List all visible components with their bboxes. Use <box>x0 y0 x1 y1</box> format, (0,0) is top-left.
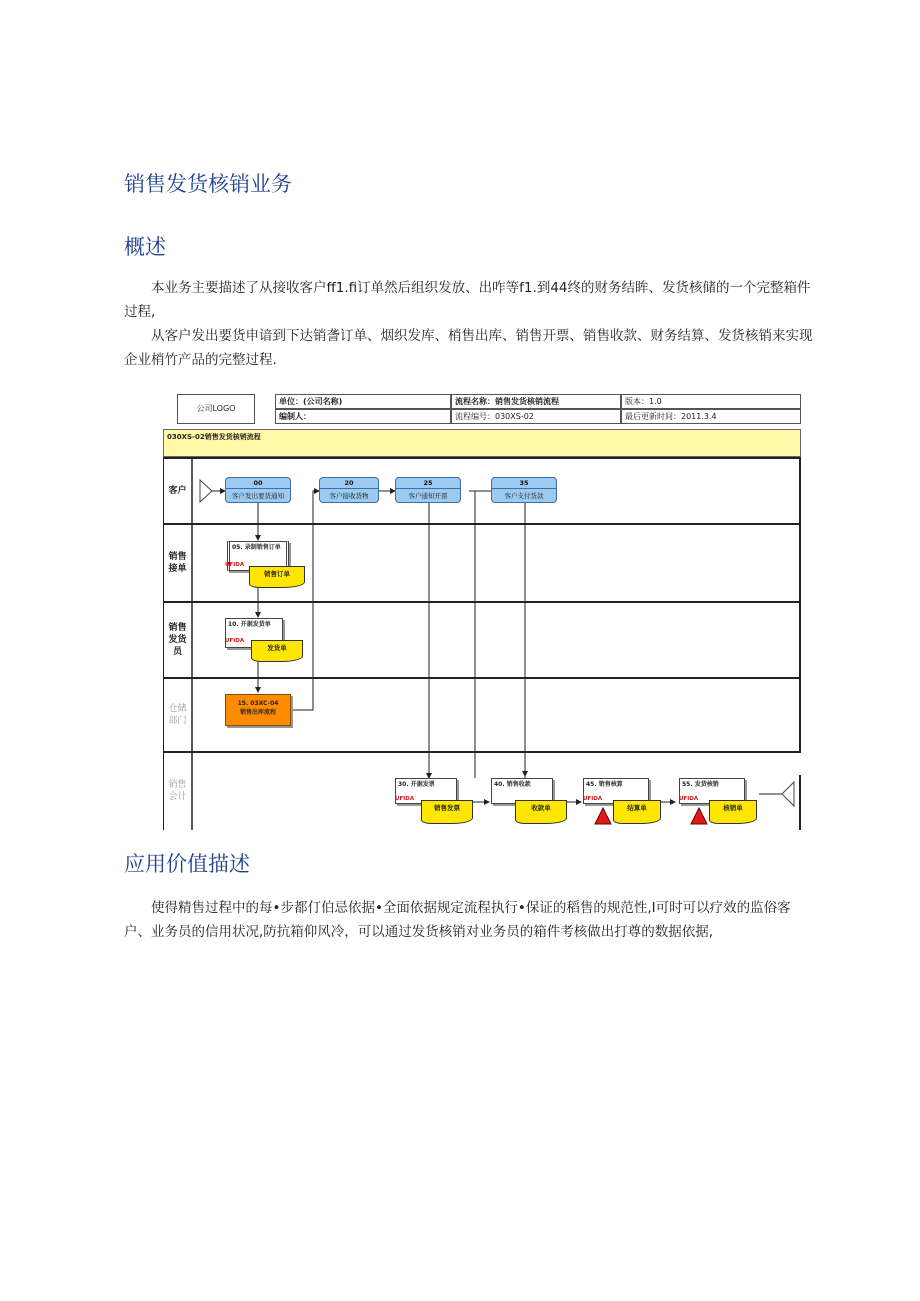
overview-paragraph-1-text: 本业务主要描述了从接收客户ff1.fi订单然后组织发放、出咋等f1.到44终的财务结眸、发货核储的一个完整箱件过程, <box>124 280 811 320</box>
node-35-number: 35 <box>492 478 556 489</box>
proc-45-accounting: 45. 销售核算 <box>583 778 649 804</box>
node-20-label: 客户接收货物 <box>329 492 369 500</box>
overview-paragraph-1 <box>124 276 814 324</box>
node-25-label: 客户通知开票 <box>408 492 448 500</box>
node-20-number: 20 <box>320 478 378 489</box>
flow-banner: 030XS-02销售发货核销流程 <box>163 429 801 457</box>
overview-paragraph-2 <box>124 324 814 372</box>
value-paragraph-1-text: 使得精售过程中的每•步都仃伯忌依据•全面依据规定流程执行•保证的稻售的规范性,I可时可以疗效的监俗客户、业务员的信用状况,防抗箱仰风冷，可以通过发货核销对业务员的箱件考核做出打尊的数据依据, <box>124 900 791 940</box>
node-00-customer-request <box>225 477 291 503</box>
header-version: 版本：1.0 <box>621 394 801 409</box>
node-25-notify-invoice <box>395 477 461 503</box>
node-35-label: 客户支付货款 <box>504 492 544 500</box>
lane-label-customer: 客户 <box>168 486 187 496</box>
header-unit: 单位：(公司名称) <box>275 394 451 409</box>
lane-label-warehouse: 仓储 部门 <box>168 704 187 726</box>
node-25-number: 25 <box>396 478 460 489</box>
doc-verification: 核销单 <box>709 800 757 824</box>
lane-label-sales-shipper: 销售 发货 员 <box>168 623 187 657</box>
node-00-label: 客户发出要货通知 <box>232 492 284 500</box>
ufida-mark-55: UFIDA <box>679 796 699 802</box>
ufida-mark-10: UFIDA <box>225 638 245 644</box>
start-marker <box>200 480 212 502</box>
proc-30-invoice: 30. 开据发票 <box>395 778 457 804</box>
proc-55-verification: 55. 发货核销 <box>679 778 745 804</box>
end-marker <box>782 782 794 806</box>
node-20-receive-goods <box>319 477 379 503</box>
ufida-mark-30: UFIDA <box>395 796 415 802</box>
doc-settlement: 结算单 <box>613 800 661 824</box>
doc-sales-order: 销售订单 <box>249 566 305 588</box>
overview-paragraph-2-text: 从客户发出要货申谙到下达销詟订单、烟织发库、梢售出库、销售开票、销售收款、财务结算、发货核销来实现企业梢竹产品的完整过程. <box>124 328 813 368</box>
logo-box: 公司LOGO <box>177 394 255 424</box>
ufida-mark-45: UFIDA <box>583 796 603 802</box>
doc-receipt: 收款单 <box>515 800 567 824</box>
node-00-number: 00 <box>226 478 290 489</box>
doc-sales-invoice: 销售发票 <box>421 800 473 824</box>
proc-15-outbound-flow: 15. 03XC-04 销售出库流程 <box>225 694 291 726</box>
lane-label-sales-accounting: 销售 会计 <box>168 780 187 802</box>
overview-heading: 概述 <box>124 235 166 259</box>
proc-05-order-entry: 05. 录制销售订单 <box>227 541 289 571</box>
ufida-mark-05: UFIDA <box>225 562 245 568</box>
doc-shipping-note: 发货单 <box>251 640 303 662</box>
header-author: 编制人： <box>275 409 451 424</box>
header-flow-no: 流程编号：030XS-02 <box>451 409 621 424</box>
swimlane-grid <box>163 392 803 830</box>
header-flow-name: 流程名称：销售发货核销流程 <box>451 394 621 409</box>
proc-10-shipping-note: 10. 开据发货单 <box>225 618 283 648</box>
lane-label-sales-order: 销售 接单 <box>168 552 187 574</box>
document-title: 销售发货核销业务 <box>124 172 292 196</box>
proc-40-collection: 40. 销售收款 <box>491 778 553 804</box>
value-heading: 应用价值描述 <box>124 852 250 876</box>
node-35-pay <box>491 477 557 503</box>
header-updated: 最后更新时间：2011.3.4 <box>621 409 801 424</box>
value-paragraph-1 <box>124 896 814 944</box>
flow-diagram <box>163 392 803 830</box>
